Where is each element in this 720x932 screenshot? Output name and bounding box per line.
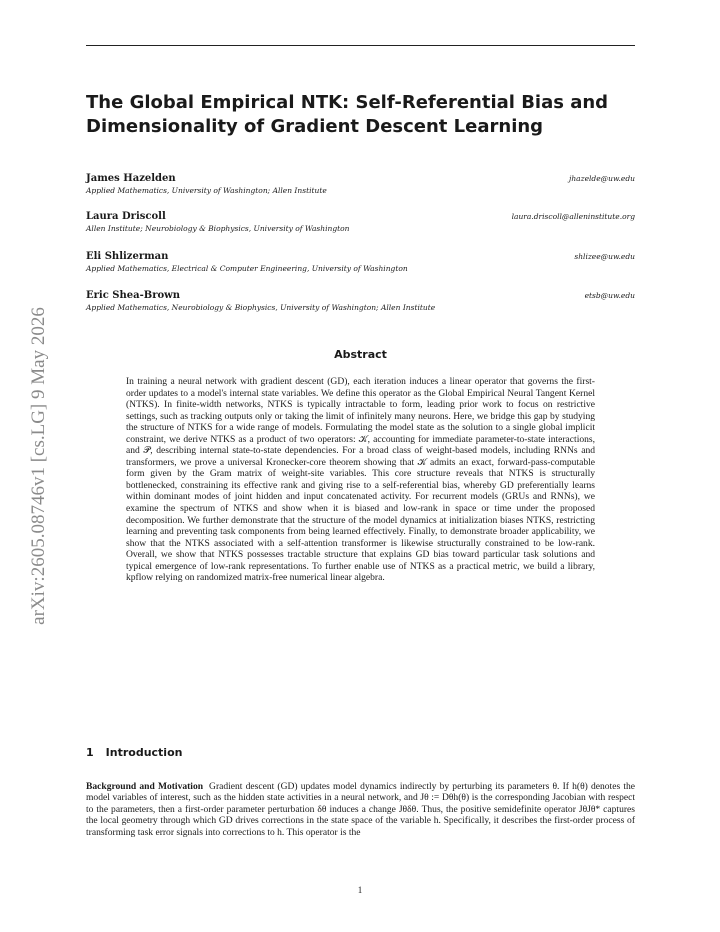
author-block: [86, 251, 635, 274]
section-heading: [86, 746, 182, 759]
author-name: Eric Shea-Brown: [86, 290, 181, 301]
section-number: 1: [86, 746, 94, 759]
author-email[interactable]: shlizee@uw.edu: [574, 252, 635, 261]
arxiv-stamp: arXiv:2605.08746v1 [cs.LG] 9 May 2026: [28, 307, 49, 625]
paper-title: The Global Empirical NTK: Self-Referential Bias and Dimensionality of Gradient Descent Learning: [86, 92, 609, 137]
section-title: Introduction: [105, 746, 183, 759]
author-affiliation: Applied Mathematics, University of Washington; Allen Institute: [86, 186, 327, 195]
paragraph-runin-heading: Background and Motivation: [86, 781, 204, 792]
abstract-text: In training a neural network with gradient descent (GD), each iteration induces a linear operator that governs the first-order updates to a model's internal state variables. We define this operator as the Global Empirical Neural Tangent Kernel (NTKS). In finite-width networks, NTKS is typically intractable to form, leading prior work to focus on restrictive settings, such as tracking outputs only or taking the limit of infinitely many neurons. Here, we bridge this gap by studying the structure of NTKS for a wide range of models. Formulating the model state as the solution to a single global implicit constraint, we derive NTKS as a product of two operators: 𝒦, accounting for immediate parameter-to-state interactions, and 𝒫, describing internal state-to-state dependencies. For a broad class of weight-based models, including RNNs and transformers, we prove a universal Kronecker-core theorem showing that 𝒦 admits an exact, forward-pass-computable form given by the Gram matrix of weight-site variables. This core structure reveals that NTKS is structurally bottlenecked, constraining its effective rank and giving rise to a self-referential bias, whereby GD preferentially learns within dominant modes of joint hidden and input concatenated activity. For recurrent models (GRUs and RNNs), we examine the spectrum of NTKS and show when it is biased and low-rank in space or time under the proposed decomposition. We further demonstrate that the structure of the model dynamics at initialization biases NTKS, restricting learning and preventing task components from being learned effectively. Finally, to demonstrate broader applicability, we show that the NTKS associated with a self-attention transformer is likewise structurally constrained to be low-rank. Overall, we show that NTKS possesses tractable structure that explains GD bias toward particular task solutions and typical emergence of low-rank representations. To further enable use of NTKS as a practical metric, we build a library, kpflow relying on randomized matrix-free numerical linear algebra.: [126, 376, 595, 584]
author-name: Eli Shlizerman: [86, 251, 169, 262]
author-affiliation: Applied Mathematics, Electrical & Computer Engineering, University of Washington: [86, 264, 408, 273]
author-name: James Hazelden: [86, 173, 176, 184]
author-email[interactable]: laura.driscoll@alleninstitute.org: [511, 212, 635, 221]
abstract-heading: Abstract: [334, 348, 387, 361]
author-name: Laura Driscoll: [86, 211, 166, 222]
intro-text: Gradient descent (GD) updates model dynamics indirectly by perturbing its parameters θ. If h(θ) denotes the model variables of interest, such as the hidden state activities in a neural network, and Jθ := Dθh(θ) is the corresponding Jacobian with respect to the parameters, then a first-order parameter perturbation δθ induces a change Jθδθ. Thus, the positive semidefinite operator JθJθ* captures the local geometry through which GD drives corrections in the state space of the variable h. Specifically, it describes the first-order process of transforming task error signals into corrections to h. This operator is the: [86, 781, 635, 838]
author-block: [86, 211, 635, 234]
author-email[interactable]: etsb@uw.edu: [584, 291, 635, 300]
intro-paragraph: [86, 781, 635, 838]
author-affiliation: Allen Institute; Neurobiology & Biophysics, University of Washington: [86, 224, 350, 233]
author-block: [86, 173, 635, 196]
top-rule: [86, 45, 635, 46]
page-number: 1: [357, 885, 363, 895]
author-affiliation: Applied Mathematics, Neurobiology & Biophysics, University of Washington; Allen Institute: [86, 303, 436, 312]
author-block: [86, 290, 635, 313]
author-email[interactable]: jhazelde@uw.edu: [569, 174, 635, 183]
